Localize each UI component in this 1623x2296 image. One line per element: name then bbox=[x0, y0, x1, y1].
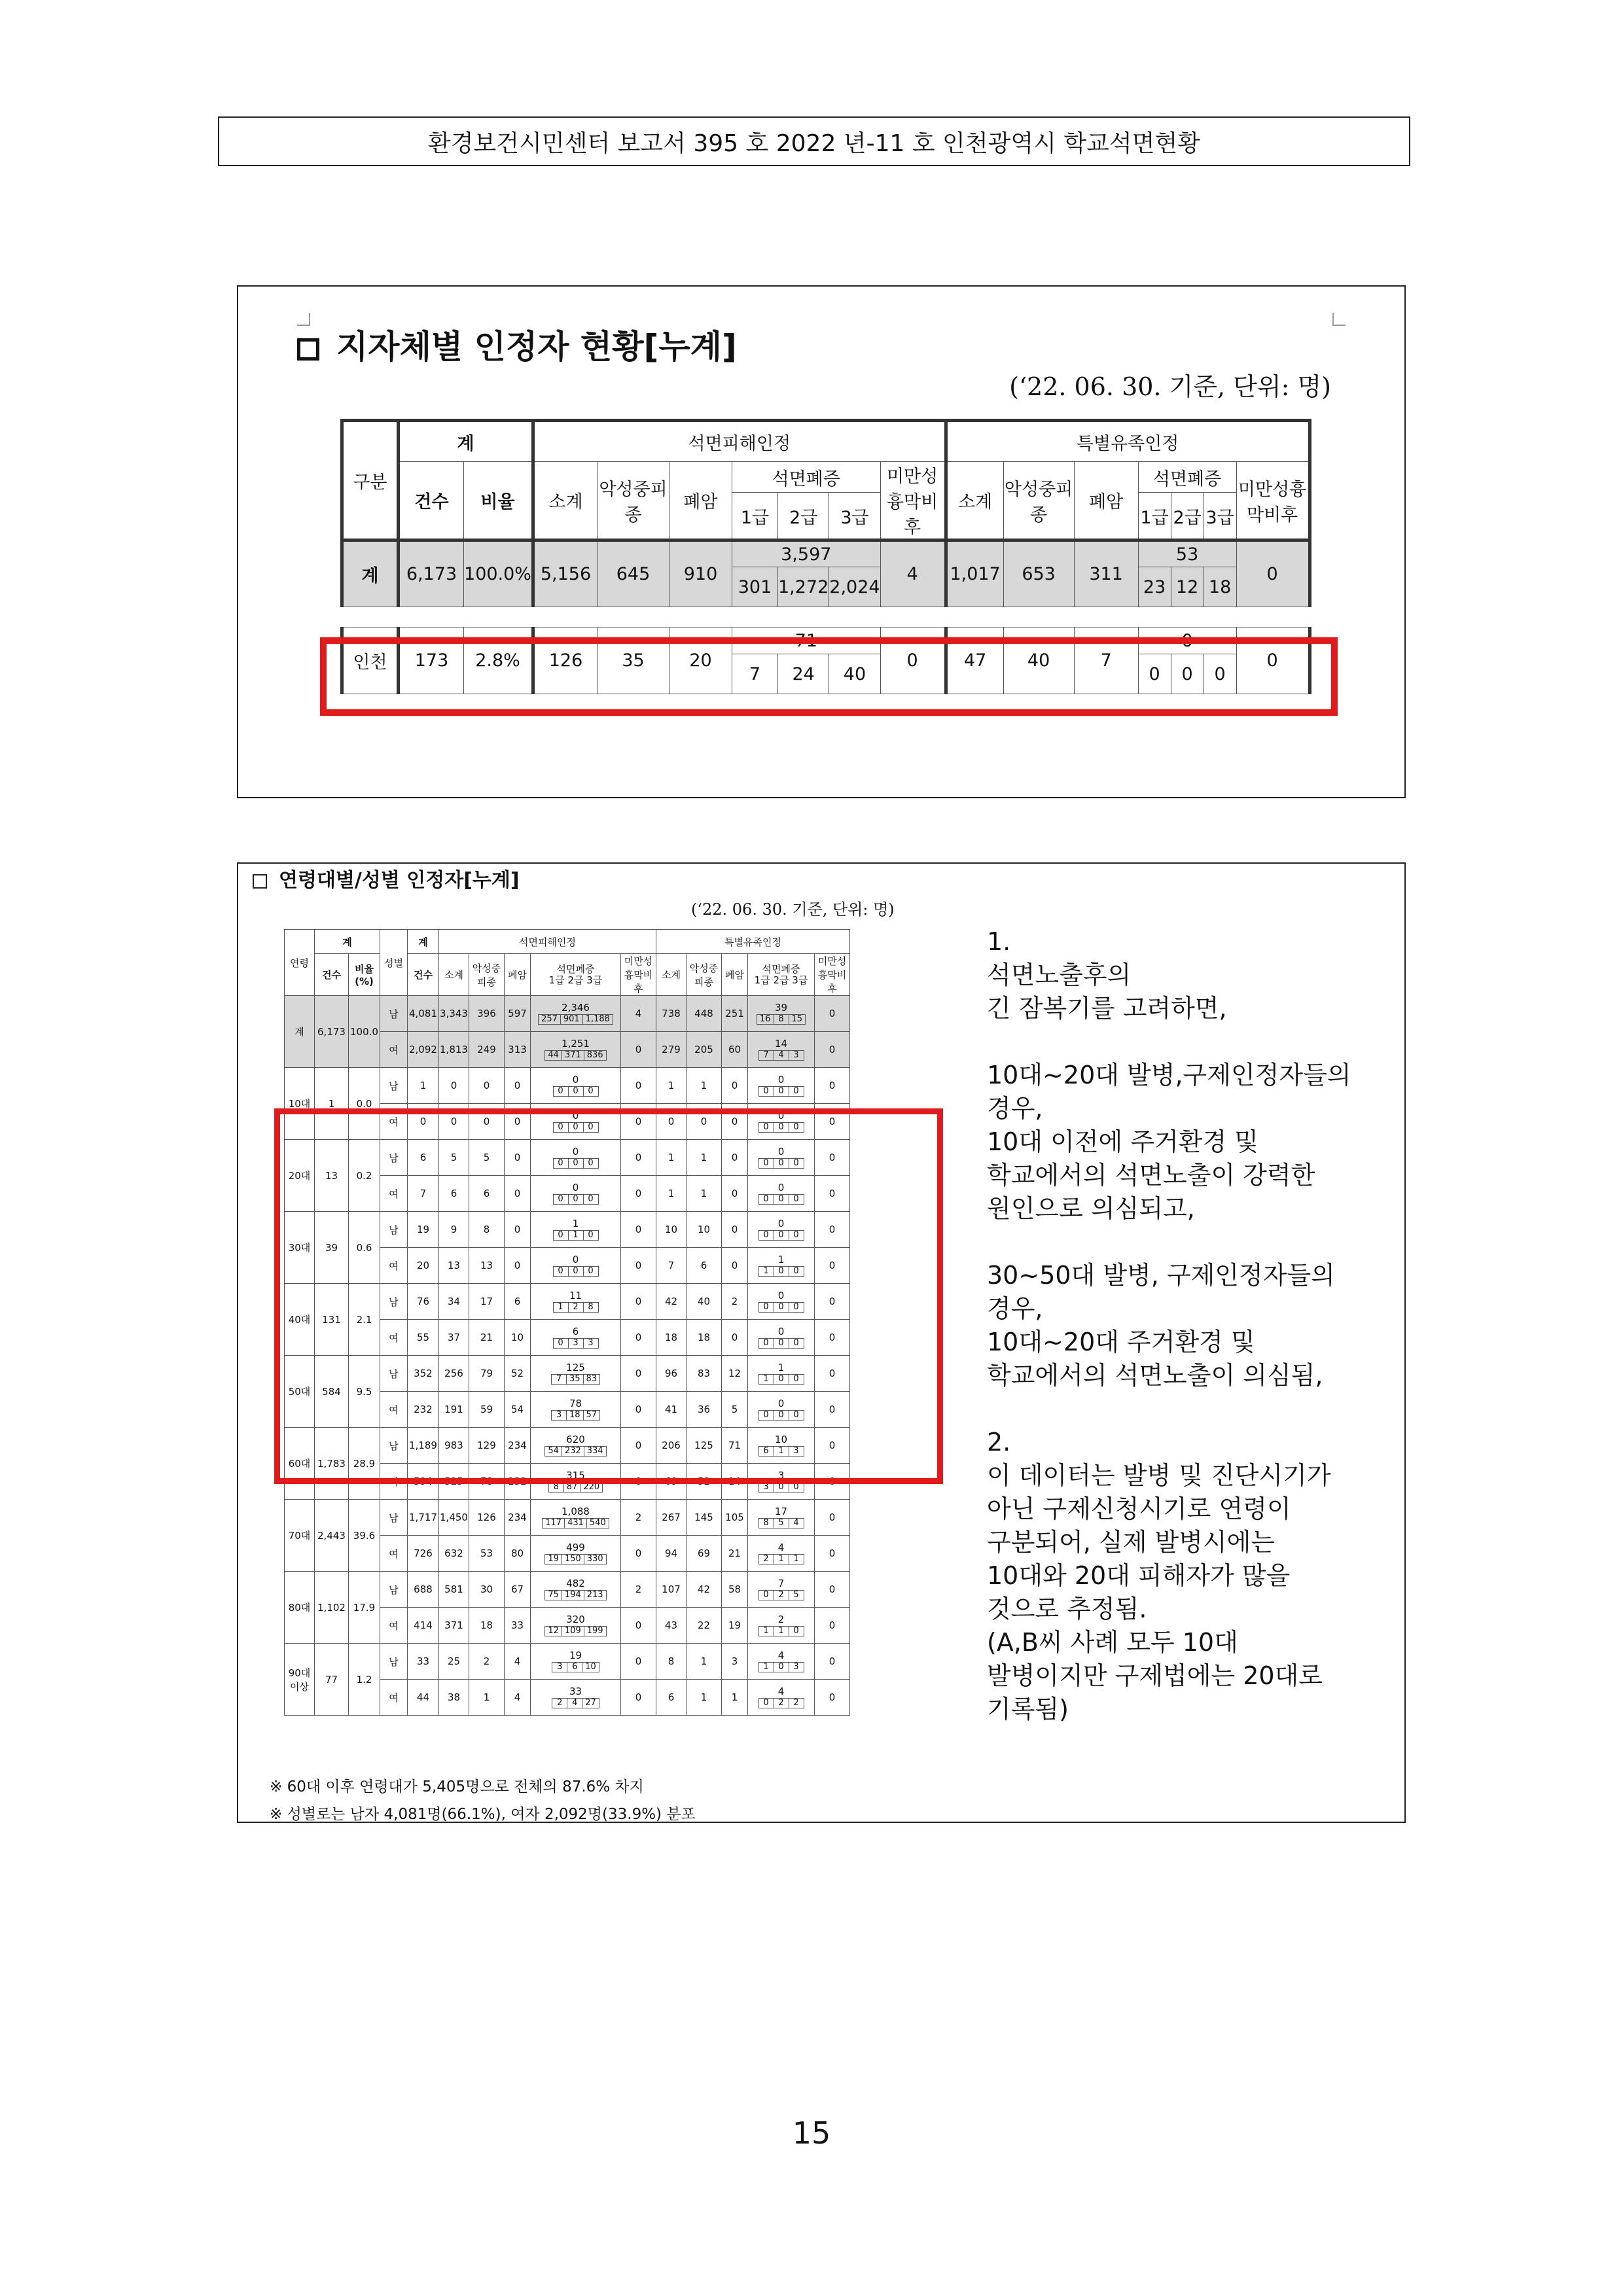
incheon-highlight-box bbox=[320, 637, 1338, 716]
table-row: 여 20 13 13 0 0 0 0 0 0 7 6 0 1 1 0 0 0 bbox=[285, 1248, 850, 1284]
table-row: 40대 131 2.1 남 76 34 17 6 11 1 2 8 0 42 40 2 0 0 0 0 0 bbox=[285, 1284, 850, 1320]
analysis-paragraph: 10대~20대 발병,구제인정자들의 경우, 10대 이전에 주거환경 및 학교에서의 석면노출이 강력한 원인으로 의심되고, bbox=[987, 1061, 1351, 1223]
analysis-paragraph: 1. 석면노출후의 긴 잠복기를 고려하면, bbox=[987, 927, 1227, 1023]
table-row: 여 2,092 1,813 249 313 1,251 44 371 836 0 279 205 60 14 7 4 3 0 bbox=[285, 1032, 850, 1068]
figure-age-gender bbox=[237, 862, 1406, 1823]
figure2-footnotes bbox=[270, 1773, 696, 1828]
table-row: 여 44 38 1 4 33 2 4 27 0 6 1 1 4 0 2 2 0 bbox=[285, 1680, 850, 1716]
table-row: 70대 2,443 39.6 남 1,717 1,450 126 234 1,088 117 431 540 2 267 145 105 17 8 5 4 0 bbox=[285, 1500, 850, 1536]
table-row: 30대 39 0.6 남 19 9 8 0 1 0 1 0 0 10 10 0 0 0 0 0 0 bbox=[285, 1212, 850, 1248]
table-row: 여 232 191 59 54 78 3 18 57 0 41 36 5 0 0 0 0 0 bbox=[285, 1392, 850, 1428]
incheon-row: 인천 173 2.8% 126 35 20 71 0 47 40 7 0 0 bbox=[342, 627, 1310, 654]
age-table: 연령 계 성별 계 석면피해인정 특별유족인정 건수 비율(%) 건수 소계 악성중피종 폐암 석면폐증 1급 2급 3급 미만성흉막비후 소계 악성중피종 폐암 석면폐증 1급 2급 3급 미만성흉막비후 계 6,173 100.0 남 4,081 3,343 396 597 2,346 257 901 1,188 4 738 448 251 39 16 8 15 0 여 2,092 1,813 249 313 1,251 44 371 836 0 279 205 60 14 7 4 3 0 10대 1 0.0 남 1 0 0 0 0 0 0 0 0 1 1 0 0 0 0 0 0 여 0 0 0 0 0 0 0 0 0 0 0 0 0 0 0 0 0 20대 13 0.2 남 6 5 5 0 0 0 0 0 0 1 1 0 0 0 0 0 0 여 7 6 6 0 0 0 0 0 0 1 1 0 0 0 0 0 0 30대 39 0.6 남 19 9 8 0 1 0 1 0 0 10 10 0 0 0 0 0 0 여 20 13 13 0 0 0 0 0 0 7 6 0 1 1 0 0 0 40대 131 2.1 남 76 34 17 6 11 1 2 8 0 42 40 2 0 0 0 0 0 여 55 37 21 10 6 0 3 3 0 18 18 0 0 0 0 0 0 50대 584 9.5 남 352 256 79 52 125 7 35 83 0 96 83 12 1 1 0 0 0 여 232 191 59 54 78 3 18 57 0 41 36 5 0 0 0 0 0 60대 1,783 28.9 남 1,189 983 129 234 620 54 232 334 0 206 125 71 10 6 1 3 0 여 594 525 78 132 315 8 87 220 0 69 52 14 3 3 0 0 0 70대 2,443 39.6 남 1,717 1,450 126 234 1,088 117 431 540 2 267 145 105 17 8 5 4 0 여 726 632 53 80 499 19 150 330 0 94 69 21 4 2 1 1 0 80대 1,102 17.9 남 688 581 30 67 482 75 194 213 2 107 42 58 7 0 2 5 0 여 414 371 18 33 320 12 109 199 0 43 22 19 2 1 1 0 0 90대 이상 77 1.2 남 33 25 2 4 19 3 6 10 0 8 1 3 4 1 0 3 0 여 44 38 1 4 33 2 4 27 0 6 1 1 4 0 2 2 0 bbox=[284, 929, 850, 1716]
footnote: ※ 60대 이후 연령대가 5,405명으로 전체의 87.6% 차지 bbox=[270, 1778, 644, 1795]
table-row: 10대 1 0.0 남 1 0 0 0 0 0 0 0 0 1 1 0 0 0 0 0 0 bbox=[285, 1068, 850, 1104]
analysis-text bbox=[987, 925, 1393, 1759]
page-number: 15 bbox=[792, 2115, 831, 2151]
table-row: 60대 1,783 28.9 남 1,189 983 129 234 620 54 232 334 0 206 125 71 10 6 1 3 0 bbox=[285, 1428, 850, 1464]
table-row: 20대 13 0.2 남 6 5 5 0 0 0 0 0 0 1 1 0 0 0 0 0 0 bbox=[285, 1140, 850, 1176]
table-row: 여 594 525 78 132 315 8 87 220 0 69 52 14 3 3 0 0 0 bbox=[285, 1464, 850, 1500]
figure1-title: 지자체별 인정자 현황[누계] bbox=[297, 321, 737, 368]
young-age-highlight-box bbox=[274, 1108, 943, 1484]
table-row: 계 6,173 100.0 남 4,081 3,343 396 597 2,346 257 901 1,188 4 738 448 251 39 16 8 15 0 bbox=[285, 996, 850, 1032]
region-table: 구분 계 석면피해인정 특별유족인정 건수 비율 소계 악성중피종 폐암 석면폐증 미만성흉막비후 소계 악성중피종 폐암 석면폐증 미만성흉막비후 1급 2급 3급 1급 2급 3급 계 6,173 100.0% 5,156 645 910 3,597 4 1,017 653 311 53 0 301 1,272 2,024 23 12 18 인천 173 2.8% 126 35 20 71 0 47 40 7 0 0 7 24 40 0 0 0 bbox=[340, 419, 1311, 694]
report-header-title: 환경보건시민센터 보고서 395 호 2022 년-11 호 인천광역시 학교석면현황 bbox=[427, 130, 1201, 157]
figure-region-stats bbox=[237, 285, 1406, 798]
corner-mark bbox=[1332, 313, 1346, 326]
table-row: 80대 1,102 17.9 남 688 581 30 67 482 75 194 213 2 107 42 58 7 0 2 5 0 bbox=[285, 1572, 850, 1608]
checkbox-icon bbox=[253, 874, 267, 889]
figure1-note: (‘22. 06. 30. 기준, 단위: 명) bbox=[1009, 372, 1331, 401]
table-row: 여 7 6 6 0 0 0 0 0 0 1 1 0 0 0 0 0 0 bbox=[285, 1176, 850, 1212]
table-row: 여 55 37 21 10 6 0 3 3 0 18 18 0 0 0 0 0 0 bbox=[285, 1320, 850, 1356]
table-row: 90대 이상 77 1.2 남 33 25 2 4 19 3 6 10 0 8 1 3 4 1 0 3 0 bbox=[285, 1644, 850, 1680]
figure2-title: 연령대별/성별 인정자[누계] bbox=[253, 864, 520, 892]
table-row: 여 0 0 0 0 0 0 0 0 0 0 0 0 0 0 0 0 0 bbox=[285, 1104, 850, 1140]
analysis-paragraph: 2. 이 데이터는 발병 및 진단시기가 아닌 구제신청시기로 연령이 구분되어, 실제 발병시에는 10대와 20대 피해자가 많을 것으로 추정됨. (A,B씨 사례 모두 10대 발병이지만 구제법에는 20대로 기록됨) bbox=[987, 1428, 1331, 1723]
col-gubun: 구분 bbox=[342, 421, 399, 540]
footnote: ※ 성별로는 남자 4,081명(66.1%), 여자 2,092명(33.9%) 분포 bbox=[270, 1806, 696, 1823]
table-row: 여 726 632 53 80 499 19 150 330 0 94 69 21 4 2 1 1 0 bbox=[285, 1536, 850, 1572]
table-row: 여 414 371 18 33 320 12 109 199 0 43 22 19 2 1 1 0 0 bbox=[285, 1608, 850, 1644]
figure2-note: (‘22. 06. 30. 기준, 단위: 명) bbox=[691, 900, 895, 919]
checkbox-icon bbox=[297, 338, 319, 361]
table-row: 50대 584 9.5 남 352 256 79 52 125 7 35 83 0 96 83 12 1 1 0 0 0 bbox=[285, 1356, 850, 1392]
total-row: 계 6,173 100.0% 5,156 645 910 3,597 4 1,017 653 311 53 0 bbox=[342, 540, 1310, 567]
report-header bbox=[218, 116, 1410, 166]
analysis-paragraph: 30~50대 발병, 구제인정자들의 경우, 10대~20대 주거환경 및 학교에서의 석면노출이 의심됨, bbox=[987, 1261, 1335, 1390]
